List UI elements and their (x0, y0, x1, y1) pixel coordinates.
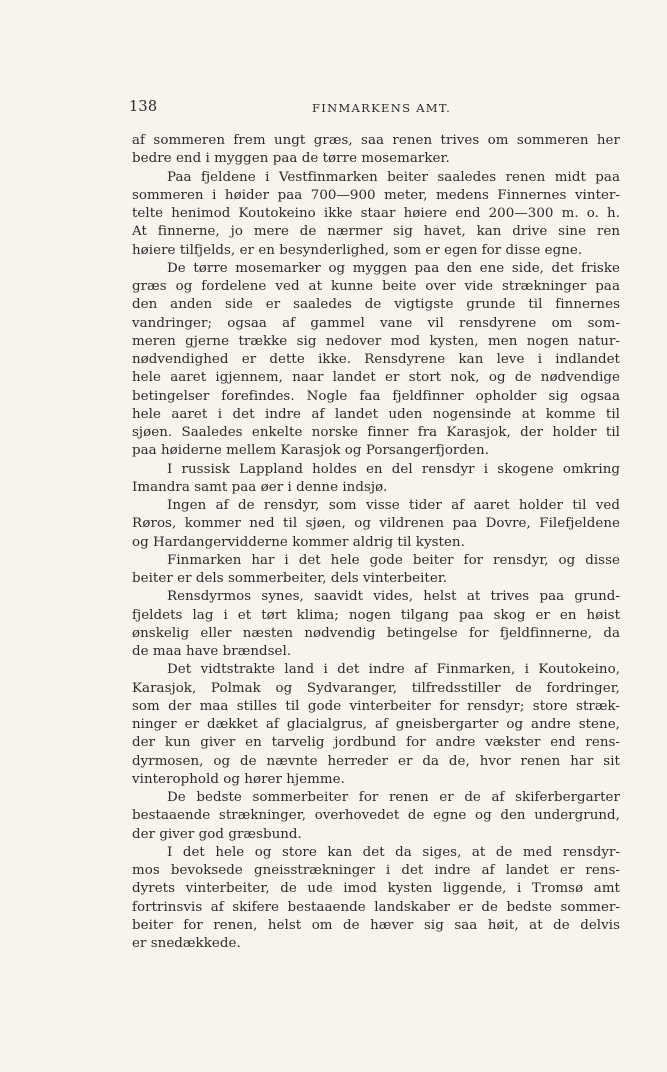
text-line: bestaaende strækninger, overhovedet de egne og den undergrund, (132, 808, 620, 824)
text-line: græs og fordelene ved at kunne beite over vide strækninger paa (132, 279, 620, 294)
body-text (132, 132, 620, 953)
text-line: de maa have brændsel. (132, 644, 292, 659)
text-line: De bedste sommerbeiter for renen er de af skiferbergarter (167, 790, 620, 805)
text-line: sommeren i høider paa 700—900 meter, medens Finnernes vinter- (132, 187, 620, 203)
text-line: dyrmosen, og de nævnte herreder er da de, hvor renen har sit (132, 753, 620, 769)
text-line: I russisk Lappland holdes en del rensdyr i skogene omkring (167, 461, 620, 477)
text-line: sjøen. Saaledes enkelte norske finner fra Karasjok, der holder til (132, 425, 620, 440)
text-line: Det vidtstrakte land i det indre af Finmarken, i Koutokeino, (167, 662, 620, 678)
paragraph (132, 588, 620, 661)
text-line: af sommeren frem ungt græs, saa renen trives om sommeren her (132, 133, 620, 148)
text-line: Imandra samt paa øer i denne indsjø. (132, 479, 388, 495)
text-line: ønskelig eller næsten nødvendig betingelse for fjeldfinnerne, da (132, 625, 620, 641)
text-line: Røros, kommer ned til sjøen, og vildrenen paa Dovre, Filefjeldene (132, 516, 620, 532)
text-line: der kun giver en tarvelig jordbund for andre vækster end rens- (132, 735, 620, 751)
text-line: og Hardangervidderne kommer aldrig til kysten. (132, 534, 465, 550)
text-line: vinterophold og hører hjemme. (132, 771, 345, 787)
text-line: paa høiderne mellem Karasjok og Porsangerfjorden. (132, 443, 489, 459)
text-line: hele aaret igjennem, naar landet er stort nok, og de nødvendige (132, 370, 620, 386)
text-line: er snedækkede. (132, 936, 241, 951)
text-line: beiter for renen, helst om de hæver sig saa høit, at de delvis (132, 917, 620, 933)
text-line: fjeldets lag i et tørt klima; nogen tilgang paa skog er en høist (132, 607, 620, 623)
text-line: vandringer; ogsaa af gammel vane vil rensdyrene om som- (132, 315, 620, 331)
text-line: telte henimod Koutokeino ikke staar høiere end 200—300 m. o. h. (132, 206, 620, 221)
text-line: ninger er dækket af glacialgrus, af gneisbergarter og andre stene, (132, 717, 620, 732)
text-line: At finnerne, jo mere de nærmer sig havet, kan drive sine ren (132, 224, 620, 240)
text-line: mos bevoksede gneisstrækninger i det indre af landet er rens- (132, 863, 620, 878)
text-line: Ingen af de rensdyr, som visse tider af aaret holder til ved (167, 498, 620, 513)
text-line: meren gjerne trække sig nedover mod kysten, men nogen natur- (132, 333, 620, 349)
paragraph (132, 132, 620, 169)
paragraph (132, 552, 620, 589)
text-line: der giver god græsbund. (132, 826, 302, 842)
paragraph (132, 260, 620, 461)
text-line: beiter er dels sommerbeiter, dels vinterbeiter. (132, 571, 448, 586)
text-line: den anden side er saaledes de vigtigste grunde til finnernes (132, 297, 620, 313)
text-line: dyrets vinterbeiter, de ude imod kysten liggende, i Tromsø amt (132, 881, 620, 897)
page-header (129, 99, 621, 119)
paragraph (132, 844, 620, 954)
text-line: betingelser forefindes. Nogle faa fjeldfinner opholder sig ogsaa (132, 388, 620, 404)
text-line: høiere tilfjelds, er en besynderlighed, som er egen for disse egne. (132, 242, 583, 258)
text-line: som der maa stilles til gode vinterbeiter for rensdyr; store stræk- (132, 698, 620, 714)
page-number: 138 (129, 99, 158, 115)
text-line: nødvendighed er dette ikke. Rensdyrene kan leve i indlandet (132, 352, 620, 367)
text-line: bedre end i myggen paa de tørre mosemarker. (132, 151, 450, 167)
paragraph (132, 661, 620, 789)
text-line: Finmarken har i det hele gode beiter for rensdyr, og disse (167, 552, 620, 568)
paragraph (132, 461, 620, 498)
text-line: fortrinsvis af skifere bestaaende landskaber er de bedste sommer- (132, 899, 620, 915)
paragraph (132, 789, 620, 844)
text-line: Paa fjeldene i Vestfinmarken beiter saaledes renen midt paa (167, 169, 620, 185)
running-head: FINMARKENS AMT. (312, 101, 452, 115)
paragraph (132, 497, 620, 552)
text-line: Rensdyrmos synes, saavidt vides, helst at trives paa grund- (167, 589, 620, 605)
text-line: hele aaret i det indre af landet uden nogensinde at komme til (132, 406, 620, 422)
text-line: Karasjok, Polmak og Sydvaranger, tilfredsstiller de fordringer, (132, 680, 620, 696)
text-line: I det hele og store kan det da siges, at de med rensdyr- (167, 844, 620, 860)
paragraph (132, 169, 620, 260)
text-line: De tørre mosemarker og myggen paa den ene side, det friske (167, 260, 620, 276)
